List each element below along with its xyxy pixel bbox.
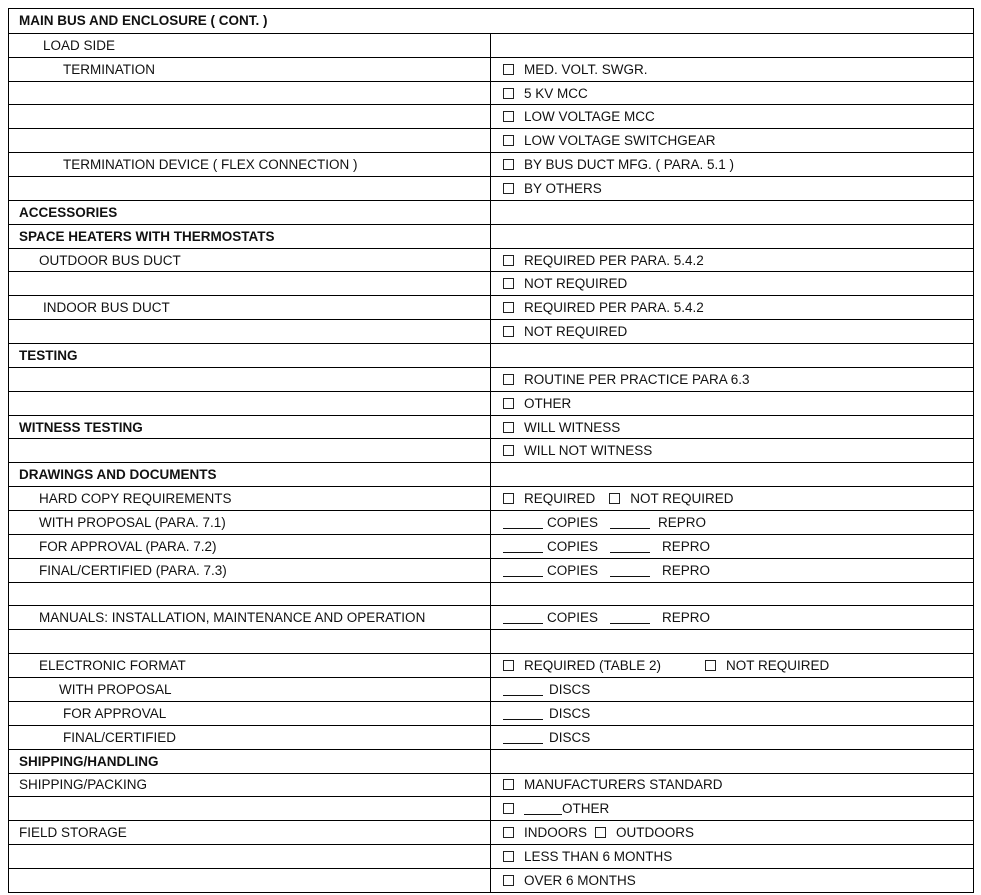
- form-row: [9, 868, 973, 892]
- row-label-cell: [9, 559, 491, 582]
- form-row: [9, 343, 973, 367]
- form-row: [9, 9, 973, 33]
- section-heading: ACCESSORIES: [19, 204, 118, 220]
- option-label: REPRO: [662, 610, 711, 626]
- checkbox-not-required[interactable]: [705, 660, 716, 671]
- checkbox-option: [595, 825, 694, 840]
- option-label: COPIES: [547, 562, 599, 578]
- section-heading: MAIN BUS AND ENCLOSURE ( CONT. ): [19, 13, 268, 29]
- row-label-cell: [9, 9, 973, 33]
- checkbox-by-others[interactable]: [503, 183, 514, 194]
- row-label: FINAL/CERTIFIED (PARA. 7.3): [39, 562, 227, 578]
- checkbox-indoors[interactable]: [503, 827, 514, 838]
- row-label-cell: [9, 416, 491, 439]
- row-label-cell: [9, 774, 491, 797]
- row-label: SHIPPING/PACKING: [19, 777, 148, 793]
- section-heading: DRAWINGS AND DOCUMENTS: [19, 467, 217, 483]
- row-label: WITH PROPOSAL: [59, 681, 172, 697]
- checkbox-option: [503, 62, 648, 77]
- row-label: FIELD STORAGE: [19, 825, 127, 841]
- option-label: LOW VOLTAGE SWITCHGEAR: [524, 133, 716, 149]
- checkbox-manufacturers-standard[interactable]: [503, 779, 514, 790]
- checkbox-low-voltage-mcc[interactable]: [503, 111, 514, 122]
- row-label: LOAD SIDE: [43, 37, 116, 53]
- checkbox-option: [503, 157, 734, 172]
- form-row: [9, 462, 973, 486]
- row-options-cell: [491, 678, 973, 701]
- option-label: NOT REQUIRED: [524, 324, 628, 340]
- row-options-cell: [491, 821, 973, 844]
- checkbox-required-per-para-5-4-2[interactable]: [503, 255, 514, 266]
- row-label-cell: [9, 82, 491, 105]
- row-options-cell: [491, 702, 973, 725]
- option-label: WILL NOT WITNESS: [524, 443, 653, 459]
- fill-in-blank[interactable]: [610, 516, 650, 529]
- option-label: DISCS: [549, 705, 591, 721]
- row-options-cell: [491, 82, 973, 105]
- checkbox-option: [503, 181, 602, 196]
- row-label: FINAL/CERTIFIED: [63, 729, 177, 745]
- option-label: COPIES: [547, 538, 599, 554]
- fill-in-blank[interactable]: [503, 731, 543, 744]
- row-label-cell: [9, 797, 491, 820]
- checkbox-other[interactable]: [503, 803, 514, 814]
- option-label: NOT REQUIRED: [630, 491, 734, 507]
- row-label-cell: [9, 225, 491, 248]
- checkbox-other[interactable]: [503, 398, 514, 409]
- option-label: REPRO: [662, 538, 711, 554]
- row-options-cell: [491, 654, 973, 677]
- row-options-cell: [491, 535, 973, 558]
- specification-form-table: [8, 8, 974, 893]
- row-label-cell: [9, 630, 491, 653]
- form-row: [9, 248, 973, 272]
- form-row: [9, 605, 973, 629]
- checkbox-will-witness[interactable]: [503, 422, 514, 433]
- form-row: [9, 271, 973, 295]
- checkbox-option: [503, 324, 627, 339]
- form-row: [9, 295, 973, 319]
- option-label: NOT REQUIRED: [524, 276, 628, 292]
- row-label: FOR APPROVAL (PARA. 7.2): [39, 538, 217, 554]
- form-row: [9, 749, 973, 773]
- row-label: ELECTRONIC FORMAT: [39, 658, 186, 674]
- row-label-cell: [9, 535, 491, 558]
- row-options-cell: [491, 296, 973, 319]
- option-label: COPIES: [547, 610, 599, 626]
- row-options-cell: [491, 463, 973, 486]
- form-row: [9, 57, 973, 81]
- form-row: [9, 701, 973, 725]
- row-label: OUTDOOR BUS DUCT: [39, 252, 181, 268]
- fill-in-blank[interactable]: [503, 540, 543, 553]
- row-label-cell: [9, 726, 491, 749]
- row-label-cell: [9, 392, 491, 415]
- row-label-cell: [9, 845, 491, 868]
- row-label-cell: [9, 821, 491, 844]
- fill-in-blank[interactable]: [503, 516, 543, 529]
- row-options-cell: [491, 845, 973, 868]
- fill-in-blank[interactable]: [524, 802, 562, 815]
- checkbox-5-kv-mcc[interactable]: [503, 88, 514, 99]
- row-options-cell: [491, 105, 973, 128]
- option-label: OTHER: [524, 395, 572, 411]
- checkbox-option: [503, 849, 672, 864]
- row-label-cell: [9, 153, 491, 176]
- fill-in-blank[interactable]: [503, 683, 543, 696]
- row-label-cell: [9, 368, 491, 391]
- blank-entry-option: [610, 515, 706, 530]
- option-label: LESS THAN 6 MONTHS: [524, 849, 673, 864]
- row-options-cell: [491, 416, 973, 439]
- checkbox-option: [609, 491, 733, 506]
- option-label: COPIES: [547, 514, 599, 530]
- row-label-cell: [9, 511, 491, 534]
- blank-entry-option: [503, 539, 598, 554]
- option-label: DISCS: [549, 681, 591, 697]
- row-label: MANUALS: INSTALLATION, MAINTENANCE AND OPERATION: [39, 610, 426, 626]
- checkbox-option: [503, 86, 588, 101]
- section-heading: SPACE HEATERS WITH THERMOSTATS: [19, 228, 275, 244]
- option-label: LOW VOLTAGE MCC: [524, 109, 655, 125]
- row-label-cell: [9, 177, 491, 200]
- form-row: [9, 224, 973, 248]
- row-options-cell: [491, 750, 973, 773]
- form-row: [9, 820, 973, 844]
- checkbox-option: [503, 109, 655, 124]
- checkbox-outdoors[interactable]: [595, 827, 606, 838]
- row-options-cell: [491, 487, 973, 510]
- row-label: TERMINATION DEVICE ( FLEX CONNECTION ): [63, 157, 358, 173]
- checkbox-less-than-6-months[interactable]: [503, 851, 514, 862]
- blank-entry-option: [503, 706, 590, 721]
- checkbox-option: [503, 276, 627, 291]
- section-heading: WITNESS TESTING: [19, 419, 143, 435]
- checkbox-low-voltage-switchgear[interactable]: [503, 135, 514, 146]
- row-label-cell: [9, 105, 491, 128]
- form-row: [9, 677, 973, 701]
- row-options-cell: [491, 439, 973, 462]
- row-options-cell: [491, 58, 973, 81]
- row-options-cell: [491, 726, 973, 749]
- row-label-cell: [9, 606, 491, 629]
- row-label-cell: [9, 654, 491, 677]
- checkbox-required[interactable]: [503, 493, 514, 504]
- option-label: REQUIRED (TABLE 2): [524, 658, 662, 674]
- option-label: REPRO: [658, 514, 707, 530]
- checkbox-option: [503, 801, 609, 816]
- row-label-cell: [9, 201, 491, 224]
- option-label: OVER 6 MONTHS: [524, 872, 636, 888]
- checkbox-not-required[interactable]: [503, 278, 514, 289]
- fill-in-blank[interactable]: [503, 564, 543, 577]
- option-label: REQUIRED PER PARA. 5.4.2: [524, 252, 704, 268]
- row-options-cell: [491, 583, 973, 606]
- row-label-cell: [9, 750, 491, 773]
- option-label: REPRO: [662, 562, 711, 578]
- row-options-cell: [491, 869, 973, 892]
- form-row: [9, 176, 973, 200]
- row-label-cell: [9, 678, 491, 701]
- checkbox-option: [503, 443, 652, 458]
- form-row: [9, 200, 973, 224]
- checkbox-not-required[interactable]: [503, 326, 514, 337]
- checkbox-option: [503, 300, 704, 315]
- fill-in-blank[interactable]: [503, 611, 543, 624]
- checkbox-option: [503, 658, 661, 673]
- blank-entry-option: [503, 610, 598, 625]
- option-label: WILL WITNESS: [524, 419, 621, 435]
- row-options-cell: [491, 559, 973, 582]
- row-label-cell: [9, 58, 491, 81]
- checkbox-option: [503, 372, 750, 387]
- checkbox-option: [503, 253, 704, 268]
- fill-in-blank[interactable]: [610, 611, 650, 624]
- row-options-cell: [491, 606, 973, 629]
- checkbox-option: [503, 777, 723, 792]
- blank-entry-option: [503, 730, 590, 745]
- form-row: [9, 844, 973, 868]
- form-row: [9, 773, 973, 797]
- row-label: TERMINATION: [63, 61, 155, 77]
- blank-entry-option: [503, 515, 598, 530]
- row-label-cell: [9, 320, 491, 343]
- checkbox-routine-per-practice-para-6-3[interactable]: [503, 374, 514, 385]
- checkbox-option: [503, 873, 636, 888]
- blank-entry-option: [503, 563, 598, 578]
- form-row: [9, 319, 973, 343]
- blank-entry-option: [610, 539, 710, 554]
- row-options-cell: [491, 249, 973, 272]
- option-label: REQUIRED: [524, 491, 596, 507]
- option-label: INDOORS: [524, 825, 588, 841]
- row-label-cell: [9, 249, 491, 272]
- checkbox-option: [503, 491, 595, 506]
- row-label-cell: [9, 34, 491, 57]
- option-label: MANUFACTURERS STANDARD: [524, 777, 723, 793]
- row-options-cell: [491, 225, 973, 248]
- form-row: [9, 128, 973, 152]
- row-options-cell: [491, 774, 973, 797]
- row-options-cell: [491, 797, 973, 820]
- form-row: [9, 534, 973, 558]
- option-label: REQUIRED PER PARA. 5.4.2: [524, 300, 704, 316]
- row-label-cell: [9, 583, 491, 606]
- row-options-cell: [491, 177, 973, 200]
- row-options-cell: [491, 153, 973, 176]
- form-row: [9, 415, 973, 439]
- row-label-cell: [9, 869, 491, 892]
- row-label-cell: [9, 296, 491, 319]
- option-label: ROUTINE PER PRACTICE PARA 6.3: [524, 371, 750, 387]
- section-heading: TESTING: [19, 347, 78, 363]
- row-label: HARD COPY REQUIREMENTS: [39, 491, 232, 507]
- checkbox-over-6-months[interactable]: [503, 875, 514, 886]
- fill-in-blank[interactable]: [610, 540, 650, 553]
- form-row: [9, 653, 973, 677]
- checkbox-required-table-2[interactable]: [503, 660, 514, 671]
- form-row: [9, 486, 973, 510]
- row-options-cell: [491, 511, 973, 534]
- row-options-cell: [491, 344, 973, 367]
- checkbox-not-required[interactable]: [609, 493, 620, 504]
- form-row: [9, 510, 973, 534]
- checkbox-required-per-para-5-4-2[interactable]: [503, 302, 514, 313]
- row-label-cell: [9, 129, 491, 152]
- checkbox-option: [503, 133, 716, 148]
- row-label: INDOOR BUS DUCT: [43, 300, 170, 316]
- checkbox-med-volt-swgr[interactable]: [503, 64, 514, 75]
- row-label: WITH PROPOSAL (PARA. 7.1): [39, 514, 226, 530]
- blank-entry-option: [503, 682, 590, 697]
- form-row: [9, 558, 973, 582]
- form-row: [9, 391, 973, 415]
- option-label: BY OTHERS: [524, 180, 602, 196]
- checkbox-by-bus-duct-mfg-para-5-1[interactable]: [503, 159, 514, 170]
- option-label: 5 KV MCC: [524, 85, 588, 101]
- row-label-cell: [9, 702, 491, 725]
- row-options-cell: [491, 630, 973, 653]
- row-options-cell: [491, 129, 973, 152]
- row-options-cell: [491, 201, 973, 224]
- option-label: DISCS: [549, 729, 591, 745]
- checkbox-option: [705, 658, 829, 673]
- checkbox-option: [503, 825, 587, 840]
- row-label-cell: [9, 272, 491, 295]
- form-row: [9, 796, 973, 820]
- blank-entry-option: [610, 563, 710, 578]
- row-options-cell: [491, 392, 973, 415]
- section-heading: SHIPPING/HANDLING: [19, 753, 159, 769]
- form-row: [9, 33, 973, 57]
- form-row: [9, 725, 973, 749]
- row-label-cell: [9, 439, 491, 462]
- option-label: BY BUS DUCT MFG. ( PARA. 5.1 ): [524, 157, 735, 173]
- row-label: FOR APPROVAL: [63, 705, 167, 721]
- row-options-cell: [491, 368, 973, 391]
- row-label-cell: [9, 344, 491, 367]
- form-row: [9, 582, 973, 606]
- fill-in-blank[interactable]: [610, 564, 650, 577]
- form-row: [9, 104, 973, 128]
- form-row: [9, 438, 973, 462]
- row-options-cell: [491, 34, 973, 57]
- row-label-cell: [9, 487, 491, 510]
- row-options-cell: [491, 320, 973, 343]
- row-label-cell: [9, 463, 491, 486]
- form-row: [9, 81, 973, 105]
- option-label: MED. VOLT. SWGR.: [524, 61, 648, 77]
- checkbox-will-not-witness[interactable]: [503, 445, 514, 456]
- option-label: OTHER: [562, 801, 610, 817]
- option-label: OUTDOORS: [616, 825, 695, 841]
- checkbox-option: [503, 420, 620, 435]
- checkbox-option: [503, 396, 571, 411]
- form-row: [9, 367, 973, 391]
- blank-entry-option: [610, 610, 710, 625]
- fill-in-blank[interactable]: [503, 707, 543, 720]
- form-row: [9, 152, 973, 176]
- row-options-cell: [491, 272, 973, 295]
- option-label: NOT REQUIRED: [726, 658, 830, 674]
- form-row: [9, 629, 973, 653]
